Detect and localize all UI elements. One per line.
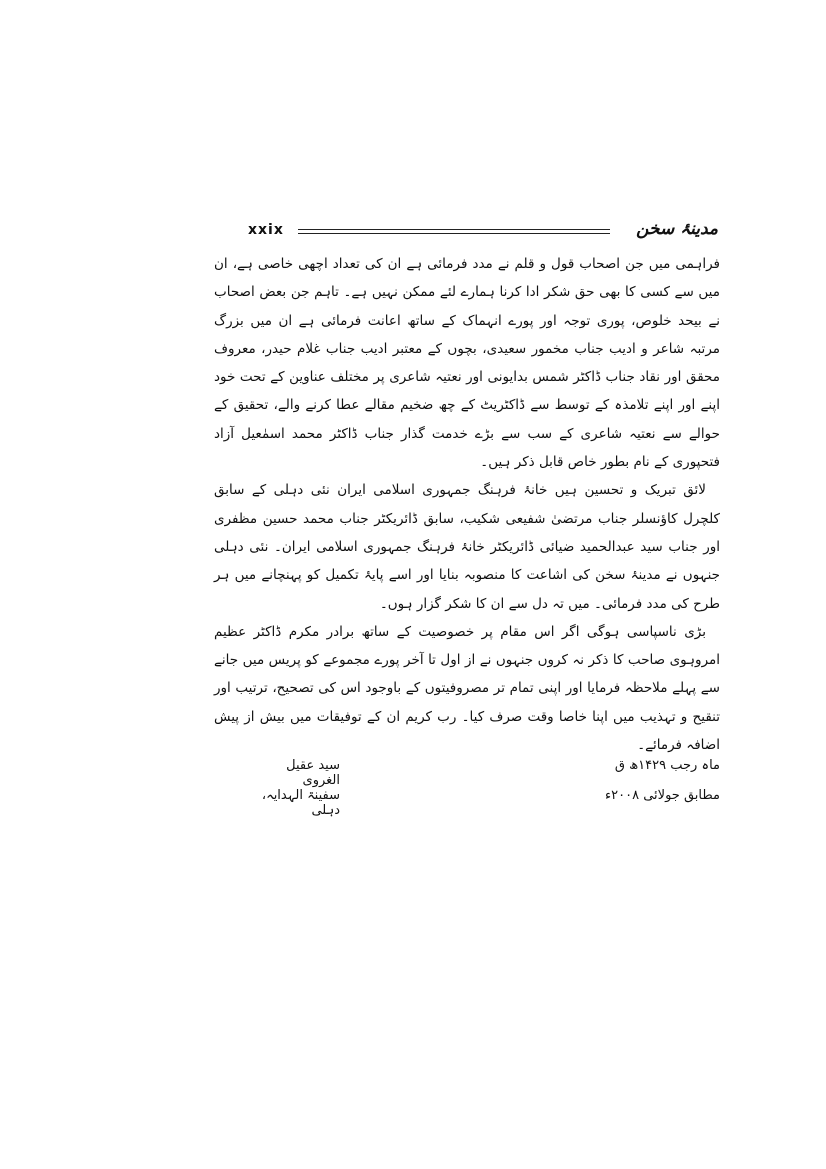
signature-row-2: [250, 788, 720, 818]
page-header: [248, 219, 718, 244]
paragraph-thanks-khana-farhang: لائق تبریک و تحسین ہیں خانۂ فرہنگ جمہوری اسلامی ایران نئی دہلی کے سابق کلچرل کاؤنسلر جناب مرتضیٰ شفیعی شکیب، سابق ڈائریکٹر جناب محمد حسین مظفری اور جناب سید عبدالحمید ضیائی ڈائریکٹر خانۂ فرہنگ جمہوری اسلامی ایران۔ نئی دہلی جنہوں نے مدینۂ سخن کی اشاعت کا منصوبہ بنایا اور اسے پایۂ تکمیل کو پہنچانے میں ہر طرح کی مدد فرمائی۔ میں تہ دل سے ان کا شکر گزار ہوں۔: [214, 482, 720, 612]
body-text: [214, 250, 720, 759]
page-number: xxix: [248, 222, 284, 238]
header-rule-top: [298, 229, 610, 230]
author-name: سید عقیل الغروی: [286, 758, 340, 788]
paragraph-thanks-azeem-amrohvi: بڑی ناسپاسی ہوگی اگر اس مقام پر خصوصیت کے ساتھ برادر مکرم ڈاکٹر عظیم امروہوی صاحب کا ذکر نہ کروں جنہوں نے از اول تا آخر پورے مجموعے کو پریس میں جانے سے پہلے ملاحظہ فرمایا اور اپنی تمام تر مصروفیتوں کے باوجود اس کی تصحیح، ترتیب اور تنقیح و تہذیب میں اپنا خاصا وقت صرف کیا۔ رب کریم ان کے توفیقات میں بیش از پیش اضافہ فرمائے۔: [214, 623, 720, 754]
paragraph-acknowledgements: فراہمی میں جن اصحاب قول و قلم نے مدد فرمائی ہے ان کی تعداد اچھی خاصی ہے، ان میں سے کسی کا بھی حق شکر ادا کرنا ہمارے لئے ممکن نہیں ہے۔ تاہم جن بعض اصحاب نے بیحد خلوص، پوری توجہ اور پورے انہماک کے ساتھ اعانت فرمائی ہے ان میں بزرگ مرتبہ شاعر و ادیب جناب مخمور سعیدی، بچوں کے معتبر ادیب جناب غلام حیدر، معروف محقق اور نقاد جناب ڈاکٹر شمس بدایونی اور نعتیہ شاعری پر مختلف عناوین کے تحت خود اپنے اور اپنے تلامذہ کے توسط سے ڈاکٹریٹ کے چھ ضخیم مقالے عطا کرنے والے، تحقیق کے حوالے سے نعتیہ شاعری کے سب سے بڑے خدمت گذار جناب ڈاکٹر محمد اسمٰعیل آزاد فتحپوری کے نام بطور خاص قابل ذکر ہیں۔: [214, 256, 720, 471]
date-hijri: ماہ رجب ۱۴۲۹ھ ق: [614, 758, 720, 773]
author-affiliation: سفینۃ الہدایہ، دہلی: [261, 788, 340, 818]
date-gregorian: مطابق جولائی ۲۰۰۸ء: [605, 788, 720, 803]
signature-row-1: [250, 758, 720, 788]
header-rule-bottom: [298, 233, 610, 234]
running-title: مدینۂ سخن: [636, 219, 718, 239]
